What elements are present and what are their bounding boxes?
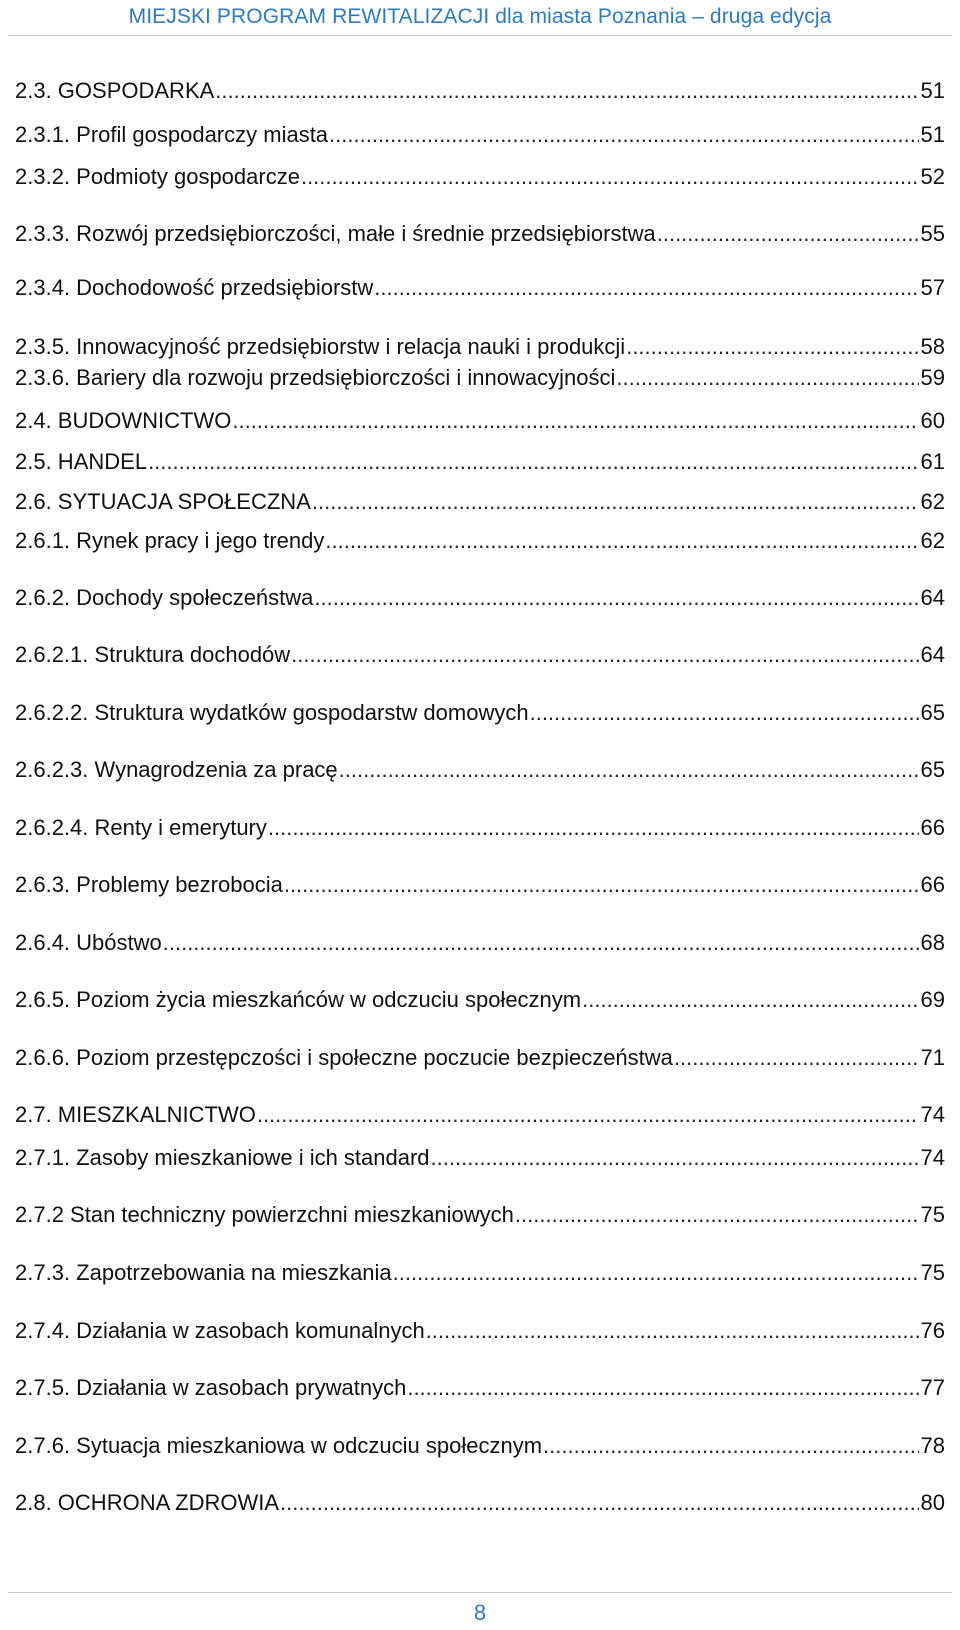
toc-entry-page: 74 — [920, 1145, 945, 1170]
toc-entry-page: 59 — [920, 365, 945, 390]
toc-dot-leader — [232, 407, 918, 435]
toc-entry-page: 62 — [920, 528, 945, 553]
toc-entry-label: 2.6.2.1. Struktura dochodów — [15, 642, 291, 667]
toc-entry[interactable] — [15, 163, 945, 191]
toc-entry-page: 64 — [920, 585, 945, 610]
toc-dot-leader — [407, 1374, 918, 1402]
toc-entry[interactable] — [15, 814, 945, 842]
toc-entry[interactable] — [15, 756, 945, 784]
toc-entry-label: 2.8. OCHRONA ZDROWIA — [15, 1490, 280, 1515]
toc-dot-leader — [543, 1432, 918, 1460]
toc-entry[interactable] — [15, 1374, 945, 1402]
toc-dot-leader — [582, 986, 918, 1014]
toc-entry-label: 2.7.3. Zapotrzebowania na mieszkania — [15, 1260, 392, 1285]
toc-entry-page: 74 — [920, 1102, 945, 1127]
toc-dot-leader — [426, 1317, 919, 1345]
toc-entry-label: 2.7.2 Stan techniczny powierzchni mieszkaniowych — [15, 1202, 514, 1227]
toc-entry[interactable] — [15, 871, 945, 899]
toc-entry[interactable] — [15, 1201, 945, 1229]
page-number: 8 — [473, 1600, 487, 1625]
toc-entry[interactable] — [15, 1432, 945, 1460]
toc-entry-label: 2.6.2. Dochody społeczeństwa — [15, 585, 314, 610]
toc-entry-page: 75 — [920, 1260, 945, 1285]
toc-entry-label: 2.7.6. Sytuacja mieszkaniowa w odczuciu społecznym — [15, 1433, 543, 1458]
toc-entry-label: 2.7.1. Zasoby mieszkaniowe i ich standard — [15, 1145, 430, 1170]
toc-entry-page: 51 — [920, 78, 945, 103]
toc-entry-page: 65 — [920, 757, 945, 782]
header-divider — [8, 35, 952, 36]
toc-entry[interactable] — [15, 584, 945, 612]
toc-entry-label: 2.3.6. Bariery dla rozwoju przedsiębiorczości i innowacyjności — [15, 365, 616, 390]
toc-dot-leader — [148, 448, 918, 476]
toc-entry-label: 2.5. HANDEL — [15, 449, 148, 474]
toc-entry-page: 62 — [920, 489, 945, 514]
toc-entry-label: 2.6.1. Rynek pracy i jego trendy — [15, 528, 325, 553]
toc-entry-page: 69 — [920, 987, 945, 1012]
toc-entry[interactable] — [15, 699, 945, 727]
toc-entry-label: 2.6.2.2. Struktura wydatków gospodarstw domowych — [15, 700, 529, 725]
toc-entry-page: 60 — [920, 408, 945, 433]
toc-dot-leader — [314, 584, 918, 612]
toc-dot-leader — [616, 364, 918, 392]
toc-dot-leader — [515, 1201, 919, 1229]
toc-dot-leader — [301, 163, 919, 191]
toc-entry-label: 2.7.5. Działania w zasobach prywatnych — [15, 1375, 407, 1400]
toc-entry-page: 77 — [920, 1375, 945, 1400]
toc-dot-leader — [325, 527, 918, 555]
toc-entry[interactable] — [15, 274, 945, 302]
toc-entry-label: 2.3.5. Innowacyjność przedsiębiorstw i relacja nauki i produkcji — [15, 334, 626, 359]
toc-dot-leader — [674, 1044, 919, 1072]
toc-dot-leader — [530, 699, 919, 727]
toc-dot-leader — [329, 121, 918, 149]
toc-entry-page: 75 — [920, 1202, 945, 1227]
toc-entry-label: 2.3.3. Rozwój przedsiębiorczości, małe i średnie przedsiębiorstwa — [15, 221, 656, 246]
toc-entry-label: 2.6.5. Poziom życia mieszkańców w odczuciu społecznym — [15, 987, 582, 1012]
toc-entry-page: 64 — [920, 642, 945, 667]
toc-entry[interactable] — [15, 641, 945, 669]
toc-entry-label: 2.6.3. Problemy bezrobocia — [15, 872, 283, 897]
toc-entry-page: 51 — [920, 122, 945, 147]
toc-entry-page: 57 — [920, 275, 945, 300]
toc-entry[interactable] — [15, 1489, 945, 1517]
toc-entry-page: 68 — [920, 930, 945, 955]
toc-entry[interactable] — [15, 929, 945, 957]
toc-dot-leader — [312, 488, 919, 516]
toc-entry-label: 2.4. BUDOWNICTWO — [15, 408, 232, 433]
toc-dot-leader — [280, 1489, 918, 1517]
toc-entry[interactable] — [15, 448, 945, 476]
toc-dot-leader — [268, 814, 919, 842]
toc-entry-label: 2.6.2.3. Wynagrodzenia za pracę — [15, 757, 338, 782]
toc-entry-page: 78 — [920, 1433, 945, 1458]
toc-entry-page: 66 — [920, 872, 945, 897]
toc-entry-page: 55 — [920, 221, 945, 246]
toc-entry-page: 80 — [920, 1490, 945, 1515]
toc-dot-leader — [374, 274, 918, 302]
toc-entry-page: 52 — [920, 164, 945, 189]
toc-entry-page: 65 — [920, 700, 945, 725]
toc-entry[interactable] — [15, 1044, 945, 1072]
toc-entry[interactable] — [15, 1259, 945, 1287]
toc-dot-leader — [339, 756, 919, 784]
toc-entry[interactable] — [15, 986, 945, 1014]
toc-entry[interactable] — [15, 1317, 945, 1345]
page-header — [0, 0, 960, 36]
toc-entry-label: 2.6. SYTUACJA SPOŁECZNA — [15, 489, 311, 514]
toc-entry-label: 2.6.4. Ubóstwo — [15, 930, 162, 955]
toc-entry-page: 58 — [920, 334, 945, 359]
toc-entry-page: 61 — [920, 449, 945, 474]
toc-dot-leader — [291, 641, 918, 669]
toc-entry[interactable] — [15, 1101, 945, 1129]
toc-dot-leader — [257, 1101, 919, 1129]
document-title: MIEJSKI PROGRAM REWITALIZACJI dla miasta Poznania – druga edycja — [128, 5, 832, 28]
toc-dot-leader — [626, 333, 918, 361]
footer-divider — [8, 1592, 952, 1593]
toc-entry[interactable] — [15, 1144, 945, 1172]
toc-entry-label: 2.3.4. Dochodowość przedsiębiorstw — [15, 275, 374, 300]
toc-dot-leader — [284, 871, 919, 899]
toc-entry[interactable] — [15, 121, 945, 149]
toc-entry-label: 2.3. GOSPODARKA — [15, 78, 215, 103]
toc-entry[interactable] — [15, 333, 945, 361]
toc-entry[interactable] — [15, 220, 945, 248]
toc-dot-leader — [657, 220, 919, 248]
toc-entry[interactable] — [15, 488, 945, 516]
toc-entry-label: 2.3.2. Podmioty gospodarcze — [15, 164, 300, 189]
toc-entry[interactable] — [15, 364, 945, 392]
toc-entry[interactable] — [15, 77, 945, 105]
toc-dot-leader — [163, 929, 919, 957]
toc-dot-leader — [431, 1144, 919, 1172]
toc-entry-page: 71 — [920, 1045, 945, 1070]
toc-entry[interactable] — [15, 527, 945, 555]
toc-entry-page: 66 — [920, 815, 945, 840]
toc-entry-label: 2.7.4. Działania w zasobach komunalnych — [15, 1318, 425, 1343]
toc-dot-leader — [393, 1259, 919, 1287]
toc-entry[interactable] — [15, 407, 945, 435]
toc-entry-label: 2.6.2.4. Renty i emerytury — [15, 815, 267, 840]
toc-dot-leader — [215, 77, 918, 105]
toc-entry-label: 2.3.1. Profil gospodarczy miasta — [15, 122, 329, 147]
toc-entry-label: 2.7. MIESZKALNICTWO — [15, 1102, 256, 1127]
toc-entry-page: 76 — [920, 1318, 945, 1343]
toc-entry-label: 2.6.6. Poziom przestępczości i społeczne poczucie bezpieczeństwa — [15, 1045, 673, 1070]
